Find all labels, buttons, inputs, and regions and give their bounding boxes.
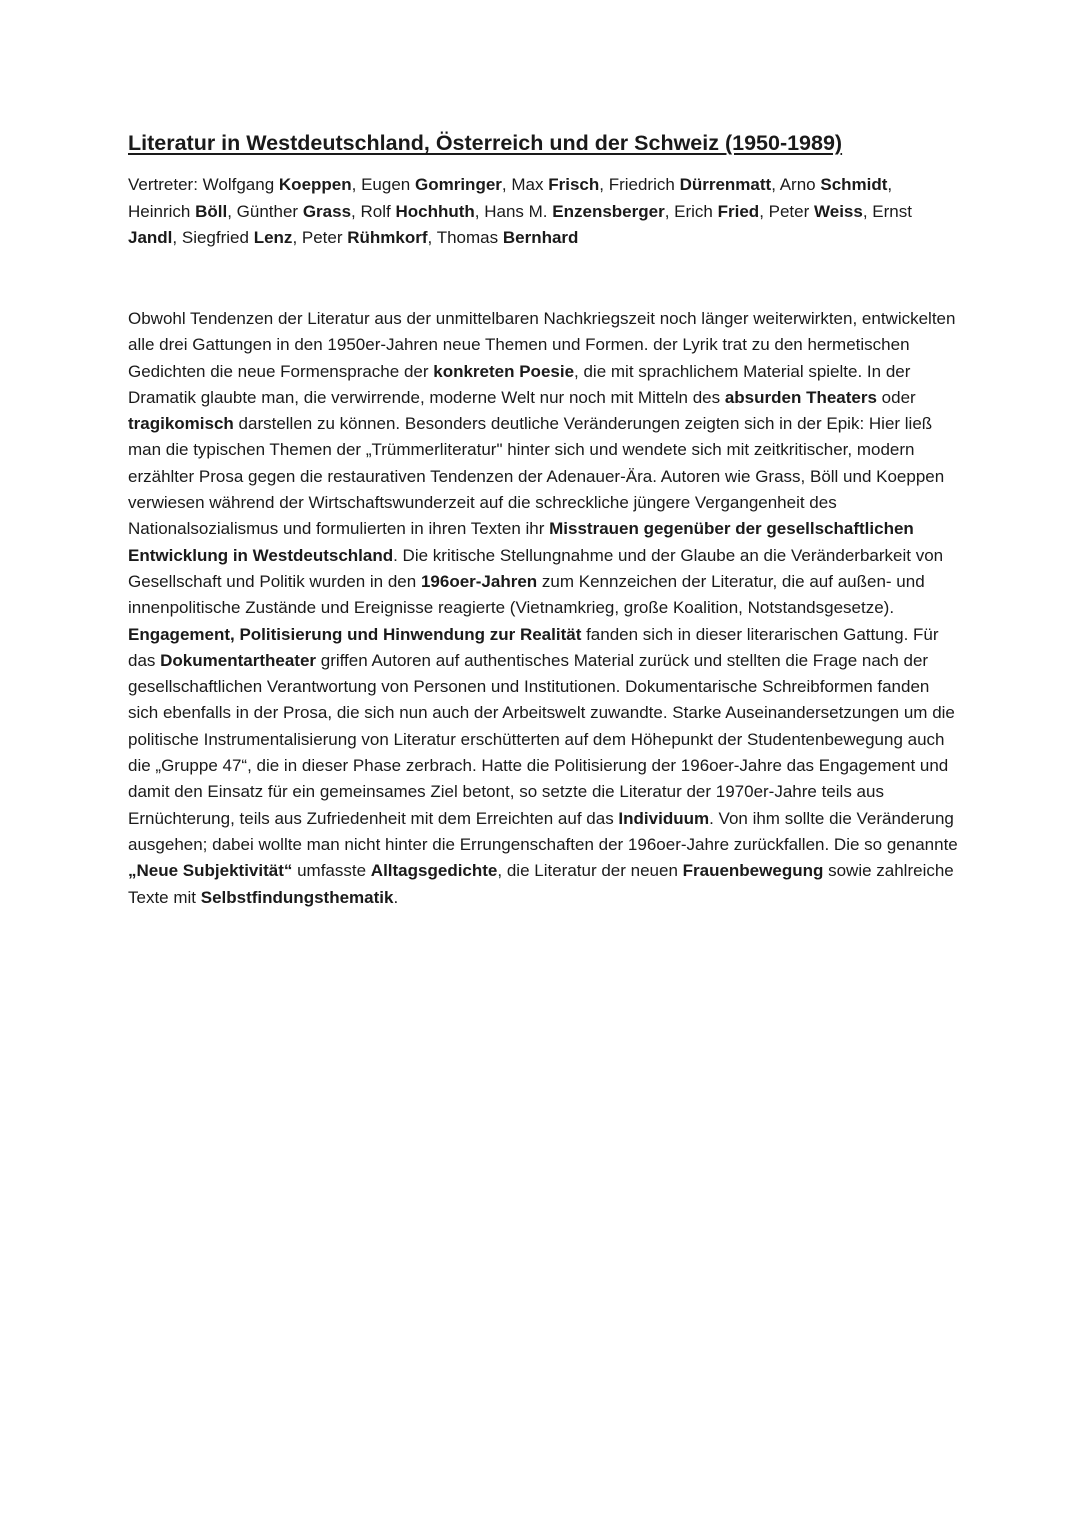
authors-list — [128, 172, 958, 252]
author-first-name: Peter — [768, 201, 810, 221]
author-first-name: Thomas — [436, 228, 499, 247]
author-name — [128, 202, 227, 221]
author-last-name: Dürrenmatt — [679, 175, 772, 194]
author-last-name: Böll — [195, 201, 228, 221]
author-first-name: Rolf — [360, 201, 391, 221]
paragraph-text: , die Literatur der neuen — [497, 861, 683, 881]
author-last-name: Gomringer — [415, 175, 502, 194]
paragraph-text: darstellen zu können. Besonders deutliche Veränderungen zeigten sich in der Epik: Hier ließ man die typischen Themen der „Trümmerliteratur" hinter sich und wendete sich mit zeitkritischer, modern erzählter Prosa gegen die restaurativen Tendenzen der Adenauer-Ära. Autoren wie Grass, Böll und Koeppen verwiesen während der Wirtschaftswunderzeit auf die schreckliche jüngere Vergangenheit des Nationalsozialismus und formulierten in ihren Texten ihr — [128, 414, 945, 539]
author-name — [237, 202, 351, 221]
author-name — [437, 228, 579, 247]
author-last-name: Grass — [302, 201, 352, 221]
paragraph-text: zum Kennzeichen der Literatur, die auf außen- und innenpolitische Zustände und Ereignisse reagierte (Vietnamkrieg, große Koalition, Notstandsgesetze). — [128, 571, 925, 618]
author-name — [674, 202, 759, 221]
emphasized-term: tragikomisch — [128, 414, 234, 434]
emphasized-term: „Neue Subjektivität“ — [128, 861, 293, 881]
author-name — [360, 202, 474, 221]
author-first-name: Siegfried — [181, 228, 249, 247]
author-first-name: Peter — [301, 228, 343, 247]
author-last-name: Bernhard — [502, 228, 579, 247]
authors-label: Vertreter: — [128, 175, 198, 194]
author-first-name: Arno — [779, 175, 816, 194]
paragraph-text: . Von ihm sollte die Veränderung ausgehen; dabei wollte man nicht hinter die Errungenschaften der 196oer-Jahre zurückfallen. Die so genannte — [128, 808, 958, 854]
emphasized-term: 196oer-Jahren — [420, 571, 538, 591]
document-title: Literatur in Westdeutschland, Österreich und der Schweiz (1950-1989) — [128, 131, 843, 155]
emphasized-term: Frauenbewegung — [682, 861, 824, 881]
author-first-name: Eugen — [361, 175, 411, 194]
author-last-name: Hochhuth — [395, 201, 475, 221]
paragraph-text: griffen Autoren auf authentisches Material zurück und stellten die Frage nach der gesellschaftlichen Verantwortung von Personen und Institutionen. Dokumentarische Schreibformen fanden sich ebenfalls in der Prosa, die sich nun auch der Arbeitswelt zuwandte. Starke Auseinandersetzungen um die politische Instrumentalisierung von Literatur erschütterten auf dem Höhepunkt der Studentenbewegung auch die „Gruppe 47“, die in dieser Phase zerbrach. Hatte die Politisierung der 196oer-Jahre das Engagement und damit den Einsatz für ein gemeinsames Ziel betont, so setzte die Literatur der 1970er-Jahre teils aus Ernüchterung, teils aus Zufriedenheit mit dem Erreichten auf das — [128, 650, 955, 828]
emphasized-term: konkreten Poesie — [433, 361, 575, 381]
author-last-name: Frisch — [548, 175, 600, 194]
author-name — [203, 175, 352, 194]
author-first-name: Günther — [236, 201, 299, 221]
author-name — [361, 175, 502, 194]
author-name — [484, 202, 664, 221]
author-first-name: Hans M. — [484, 201, 548, 221]
paragraph-text: Obwohl Tendenzen der Literatur aus der unmittelbaren Nachkriegszeit noch länger weiterwirkten, entwickelten alle drei Gattungen in den 1950er-Jahren neue Themen und Formen. der Lyrik trat zu den hermetischen Gedichten die neue Formensprache der — [128, 309, 956, 381]
paragraph-text: . — [393, 887, 399, 907]
emphasized-term: Individuum — [618, 808, 710, 828]
emphasized-term: Selbstfindungsthematik — [200, 887, 394, 907]
paragraph-text: umfasste — [292, 861, 371, 881]
author-first-name: Erich — [674, 201, 713, 221]
author-first-name: Friedrich — [608, 175, 675, 194]
author-last-name: Lenz — [253, 228, 293, 247]
emphasized-term: Dokumentartheater — [160, 650, 317, 670]
emphasized-term: Engagement, Politisierung und Hinwendung zur Realität — [128, 624, 582, 644]
author-name — [609, 175, 771, 194]
author-last-name: Jandl — [128, 228, 173, 247]
emphasized-term: absurden Theaters — [724, 387, 877, 407]
author-name — [780, 175, 888, 194]
author-last-name: Enzensberger — [552, 201, 665, 221]
authors-names: Wolfgang Koeppen, Eugen Gomringer, Max Frisch, Friedrich Dürrenmatt, Arno Schmidt, Heinrich Böll, Günther Grass, Rolf Hochhuth, Hans M. Enzensberger, Erich Fried, Peter Weiss, Ernst Jandl, Siegfried Lenz, Peter Rühmkorf, Thomas Bernhard — [128, 175, 912, 247]
author-first-name: Wolfgang — [202, 175, 275, 194]
author-first-name: Ernst — [872, 201, 912, 221]
author-last-name: Schmidt — [820, 175, 888, 194]
author-name — [302, 228, 428, 247]
paragraph-text: fanden sich in dieser literarischen Gattung. Für das — [128, 624, 939, 670]
paragraph-text: sowie zahlreiche Texte mit — [128, 861, 954, 907]
author-name — [182, 228, 293, 247]
emphasized-term: Misstrauen gegenüber der gesellschaftlichen Entwicklung in Westdeutschland — [128, 519, 914, 565]
author-last-name: Fried — [717, 201, 760, 221]
author-last-name: Koeppen — [278, 175, 352, 194]
emphasized-term: Alltagsgedichte — [370, 861, 498, 881]
author-first-name: Heinrich — [128, 201, 191, 221]
author-last-name: Weiss — [814, 201, 863, 221]
document-page — [128, 128, 958, 907]
author-first-name: Max — [511, 175, 544, 194]
body-paragraph — [128, 306, 958, 911]
paragraph-text: , die mit sprachlichem Material spielte. In der Dramatik glaubte man, die verwirrende, moderne Welt nur noch mit Mitteln des — [128, 361, 911, 407]
paragraph-text: oder — [876, 387, 916, 407]
author-last-name: Rühmkorf — [347, 228, 428, 247]
author-name — [769, 202, 863, 221]
paragraph-text: . Die kritische Stellungnahme und der Glaube an die Veränderbarkeit von Gesellschaft und Politik wurden in den — [128, 545, 944, 591]
author-name — [511, 175, 599, 194]
